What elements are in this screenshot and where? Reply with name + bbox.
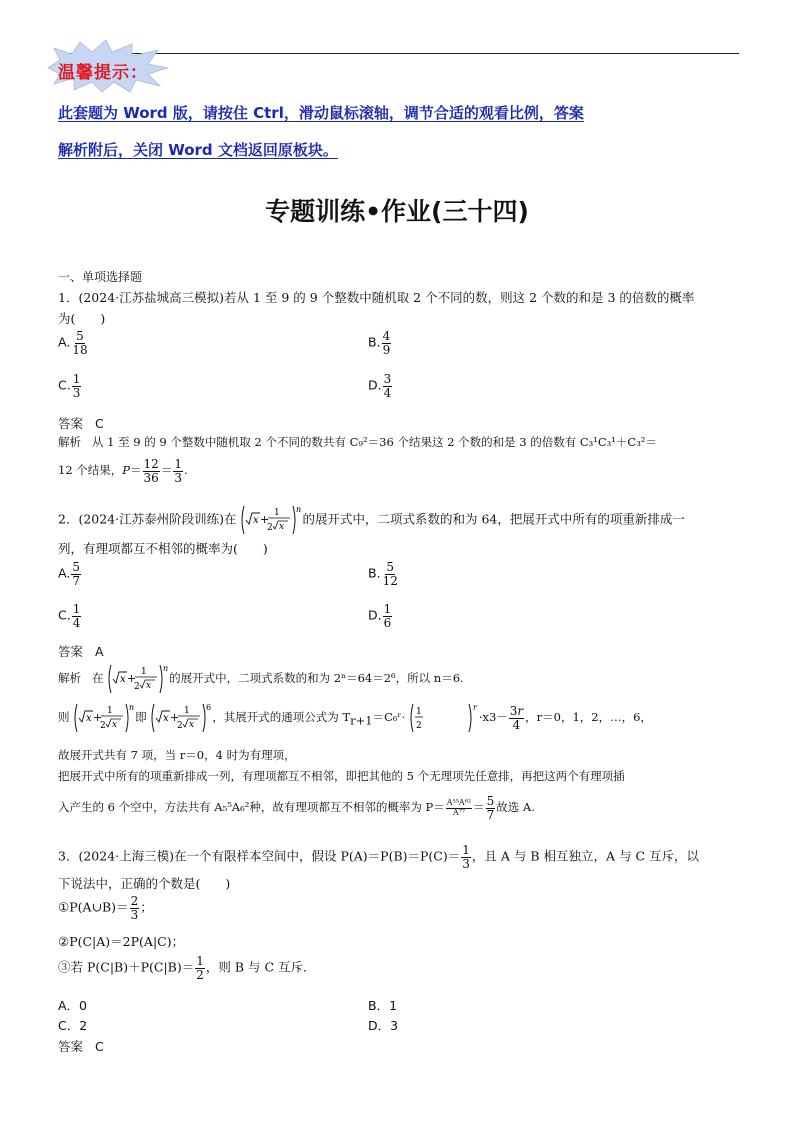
q1-stem-line1: 1．(2024·江苏盐城高三模拟)若从 1 至 9 的 9 个整数中随机取 2 个不同的数，则这 2 个数的和是 3 的倍数的概率 bbox=[58, 290, 695, 305]
svg-text:x: x bbox=[163, 713, 169, 724]
svg-text:2: 2 bbox=[267, 523, 274, 533]
svg-text:x: x bbox=[253, 515, 260, 526]
q1-answer: 答案 C bbox=[58, 416, 104, 431]
page-title: 专题训练•作业(三十四) bbox=[265, 197, 529, 226]
svg-text:x: x bbox=[189, 720, 195, 730]
q2-stem-line1: 2．(2024·江苏泰州阶段训练)在 x + 1 2 x n 的展开式中，二项式系数的和为 64，把展开式中所有的项重新排成一 bbox=[58, 504, 685, 536]
q3-option-b: B．1 bbox=[368, 998, 398, 1013]
svg-text:6: 6 bbox=[206, 703, 212, 712]
q2-solution-line4: 把展开式中所有的项重新排成一列，有理项都互不相邻，即把其他的 5 个无理项先任意排，再把这两个有理项插 bbox=[58, 769, 625, 783]
svg-text:1: 1 bbox=[415, 707, 422, 717]
svg-text:x: x bbox=[120, 674, 126, 685]
svg-text:+: + bbox=[93, 711, 103, 724]
svg-text:2: 2 bbox=[177, 721, 184, 731]
svg-text:+: + bbox=[260, 513, 270, 526]
q2-solution-line3: 故展开式共有 7 项，当 r＝0，4 时为有理项， bbox=[58, 748, 296, 762]
q2-option-b: B. $\frac{5}{12}$ bbox=[368, 560, 398, 588]
q3-stem-line1: 3．(2024·上海三模)在一个有限样本空间中，假设 P(A)＝P(B)＝P(C)＝ $\frac{1}{3}$ ，且 A 与 B 相互独立，A 与 C 互斥，以 bbox=[58, 843, 700, 871]
svg-text:n: n bbox=[163, 664, 169, 673]
notice-line-2: 解析附后，关闭 Word 文档返回原板块。 bbox=[58, 141, 338, 159]
svg-text:x: x bbox=[86, 713, 92, 724]
svg-text:+: + bbox=[170, 711, 180, 724]
svg-text:n: n bbox=[129, 703, 135, 712]
q1-stem-line2: 为( ) bbox=[58, 311, 106, 326]
q1-option-d: D. $\frac{3}{4}$ bbox=[368, 372, 392, 400]
q2-solution-line1: 解析 在 x + 1 2 x n 的展开式中，二项式系数的和为 2ⁿ＝64＝2⁶，所以 n＝6. bbox=[58, 663, 464, 695]
q3-option-c: C．2 bbox=[58, 1018, 88, 1033]
svg-text:1: 1 bbox=[274, 508, 281, 518]
notice-line-1: 此套题为 Word 版，请按住 Ctrl，滑动鼠标滚轴，调节合适的观看比例，答案 bbox=[58, 104, 584, 122]
binomial-expression-icon bbox=[240, 504, 302, 536]
binomial-expression-icon bbox=[150, 702, 212, 734]
q3-answer: 答案 C bbox=[58, 1039, 104, 1054]
q2-answer: 答案 A bbox=[58, 644, 104, 659]
svg-text:x: x bbox=[112, 720, 118, 730]
svg-text:r: r bbox=[472, 703, 477, 712]
q2-solution-line5: 入产生的 6 个空中，方法共有 A₅⁵A₆²种，故有理项都互不相邻的概率为 P＝ $\frac{\text{A⁵⁵A⁶²}}{\text{A⁷⁷}}$ ＝ $\frac{5}{7}$ 故选 A. bbox=[58, 794, 535, 822]
binomial-expression-icon bbox=[73, 702, 135, 734]
q1-option-b: B. $\frac{4}{9}$ bbox=[368, 329, 391, 357]
svg-text:1: 1 bbox=[184, 706, 191, 716]
svg-text:1: 1 bbox=[107, 706, 113, 716]
q3-option-a: A．0 bbox=[58, 998, 88, 1013]
svg-text:n: n bbox=[296, 505, 302, 514]
q2-option-a: A. $\frac{5}{7}$ bbox=[58, 560, 80, 588]
half-term-icon bbox=[409, 702, 479, 734]
q1-solution-line1: 解析 从 1 至 9 的 9 个整数中随机取 2 个不同的数共有 C₉²＝36 个结果这 2 个数的和是 3 的倍数有 C₃¹C₃¹＋C₃²＝ bbox=[58, 435, 657, 449]
svg-text:2: 2 bbox=[134, 682, 140, 692]
q1-option-c: C. $\frac{1}{3}$ bbox=[58, 372, 81, 400]
q2-stem-line2: 列，有理项都互不相邻的概率为( ) bbox=[58, 541, 268, 556]
svg-text:2: 2 bbox=[100, 721, 106, 731]
q2-solution-line2: 则 x + 1 2 x n 即 x + 1 2 x 6 ，其展开式的通项公式为 $T_{r+1}=C_6ʳ\cdot$ 1 2 r ·x3－ $\frac{3r}{4}$ ，r＝0，1，2，…，6， bbox=[58, 702, 652, 734]
q3-item-2: ②P(C|A)＝2P(A|C)； bbox=[58, 934, 185, 949]
svg-text:+: + bbox=[127, 672, 137, 685]
q2-option-c: C. $\frac{1}{4}$ bbox=[58, 602, 81, 630]
section-heading: 一、单项选择题 bbox=[58, 270, 143, 284]
q3-item-1: ①P(A∪B)＝ $\frac{2}{3}$ ； bbox=[58, 894, 153, 922]
binomial-expression-icon bbox=[107, 663, 169, 695]
q3-stem-line2: 下说法中，正确的个数是( ) bbox=[58, 876, 231, 891]
svg-text:2: 2 bbox=[415, 721, 422, 731]
q1-option-a: A. $\frac{5}{18}$ bbox=[58, 329, 88, 357]
svg-text:x: x bbox=[146, 681, 152, 691]
q1-solution-line2: 12 个结果，P＝ $\frac{12}{36}$ ＝ $\frac{1}{3}$ . bbox=[58, 457, 188, 485]
tip-label: 温馨提示： bbox=[58, 63, 148, 83]
svg-text:1: 1 bbox=[141, 667, 147, 677]
q2-option-d: D. $\frac{1}{6}$ bbox=[368, 602, 392, 630]
svg-text:x: x bbox=[279, 522, 285, 532]
q3-option-d: D．3 bbox=[368, 1018, 399, 1033]
q3-item-3: ③若 P(C|B)＋P(C|B)＝ $\frac{1}{2}$ ，则 B 与 C 互斥． bbox=[58, 954, 316, 982]
